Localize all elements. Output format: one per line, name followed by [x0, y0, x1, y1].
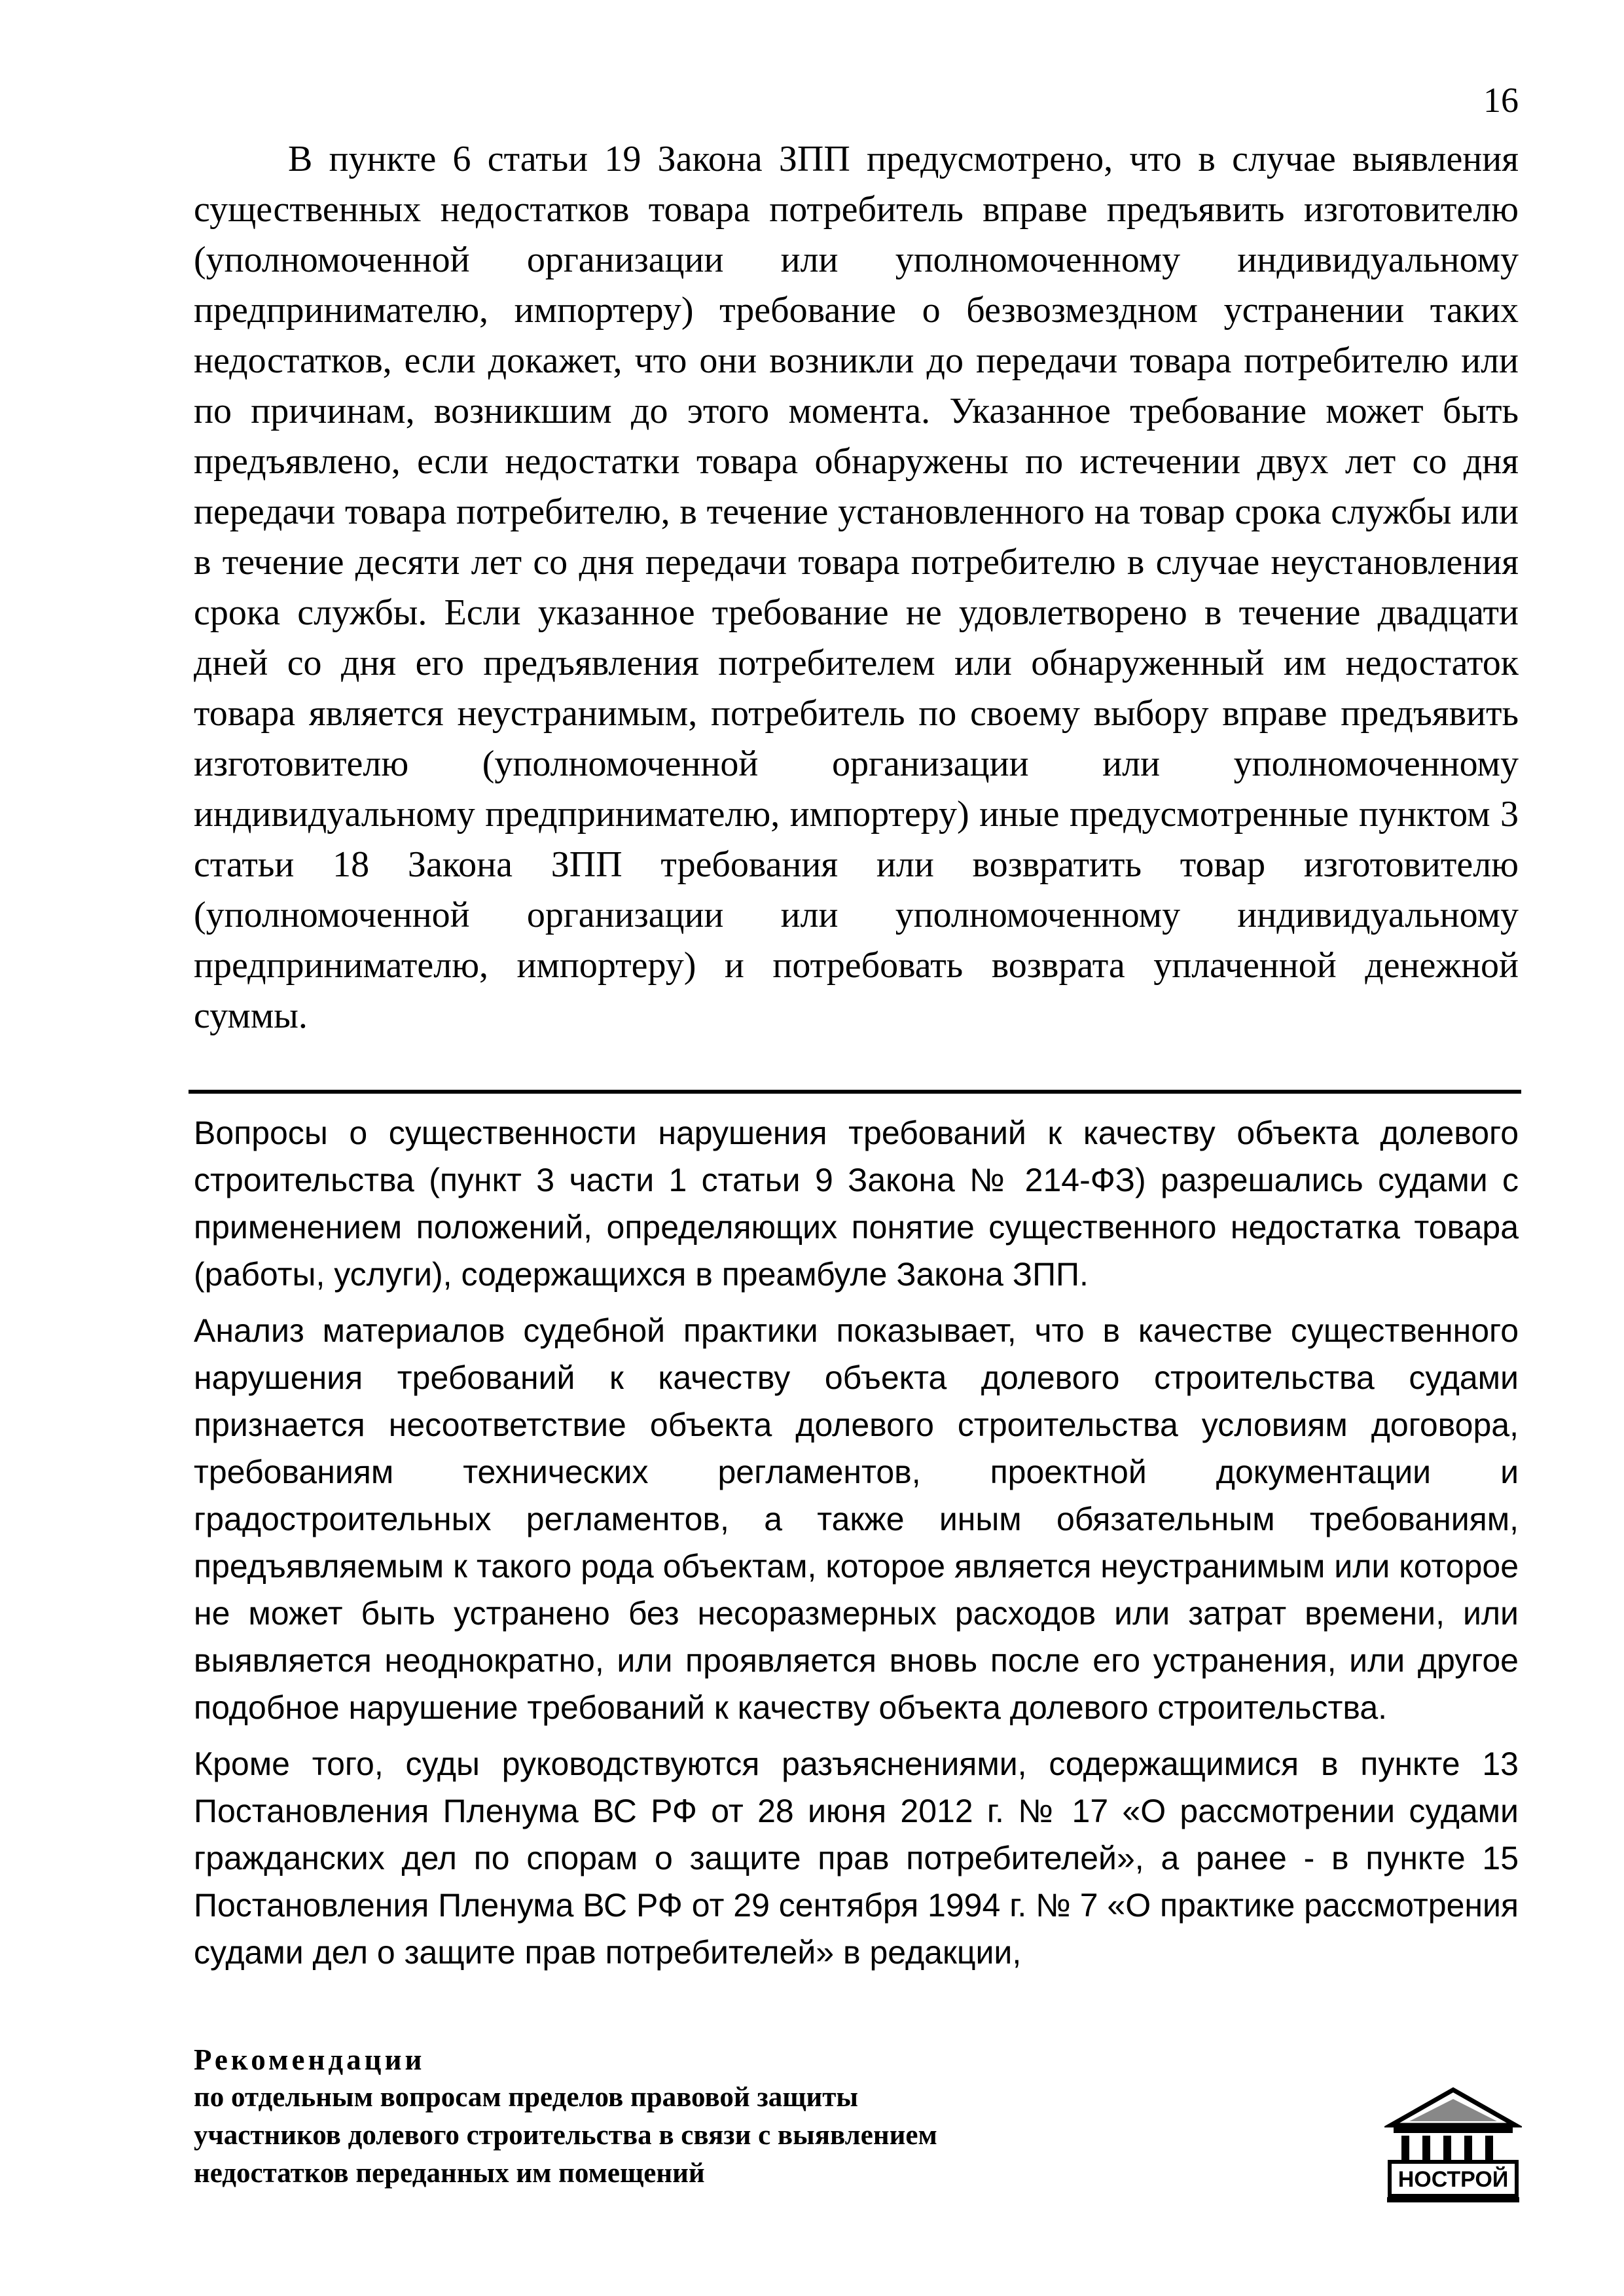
- section-divider: [189, 1090, 1521, 1094]
- commentary-paragraph-3: Кроме того, суды руководствуются разъяснениями, содержащимися в пункте 13 Постановления Пленума ВС РФ от 28 июня 2012 г. № 17 «О рассмотрении судами гражданских дел по спорам о защите прав потребителей», а ранее - в пункте 15 Постановления Пленума ВС РФ от 29 сентября 1994 г. № 7 «О практике рассмотрения судами дел о защите прав потребителей» в редакции,: [194, 1746, 1519, 1971]
- footer-line-3: недостатков переданных им помещений: [194, 2158, 705, 2189]
- footer-line-2: участников долевого строительства в связи с выявлением: [194, 2120, 937, 2151]
- footer: [194, 2041, 1307, 2193]
- page-number: 16: [1483, 81, 1519, 120]
- footer-line-1: по отдельным вопросам пределов правовой защиты: [194, 2082, 858, 2113]
- commentary-block: [194, 1109, 1519, 1985]
- commentary-paragraph-2: Анализ материалов судебной практики показывает, что в качестве существенного нарушения требований к качеству объекта долевого строительства судами признается несоответствие объекта долевого строительства условиям договора, требованиям технических регламентов, проектной документации и градостроительных регламентов, а также иным обязательным требованиям, предъявляемым к такого рода объектам, которое является неустранимым или которое не может быть устранено без несоразмерных расходов или затрат времени, или выявляется неоднократно, или проявляется вновь после его устранения, или другое подобное нарушение требований к качеству объекта долевого строительства.: [194, 1312, 1519, 1726]
- main-paragraph: В пункте 6 статьи 19 Закона ЗПП предусмотрено, что в случае выявления существенных недостатков товара потребитель вправе предъявить изготовителю (уполномоченной организации или уполномоченному индивидуальному предпринимателю, импортеру) требование о безвозмездном устранении таких недостатков, если докажет, что они возникли до передачи товара потребителю или по причинам, возникшим до этого момента. Указанное требование может быть предъявлено, если недостатки товара обнаружены по истечении двух лет со дня передачи товара потребителю, в течение установленного на товар срока службы или в течение десяти лет со дня передачи товара потребителю в случае неустановления срока службы. Если указанное требование не удовлетворено в течение двадцати дней со дня его предъявления потребителем или обнаруженный им недостаток товара является неустранимым, потребитель по своему выбору вправе предъявить изготовителю (уполномоченной организации или уполномоченному индивидуальному предпринимателю, импортеру) иные предусмотренные пунктом 3 статьи 18 Закона ЗПП требования или возвратить товар изготовителю (уполномоченной организации или уполномоченному индивидуальному предпринимателю, импортеру) и потребовать возврата уплаченной денежной суммы.: [194, 139, 1519, 1036]
- building-icon: [1384, 2085, 1522, 2206]
- logo-text: НОСТРОЙ: [1398, 2167, 1509, 2192]
- nostroy-logo: [1384, 2085, 1522, 2206]
- commentary-paragraph-1: Вопросы о существенности нарушения требований к качеству объекта долевого строительства (пункт 3 части 1 статьи 9 Закона № 214-ФЗ) разрешались судами с применением положений, определяющих понятие существенного недостатка товара (работы, услуги), содержащихся в преамбуле Закона ЗПП.: [194, 1115, 1519, 1293]
- footer-title: Рекомендации: [194, 2043, 425, 2076]
